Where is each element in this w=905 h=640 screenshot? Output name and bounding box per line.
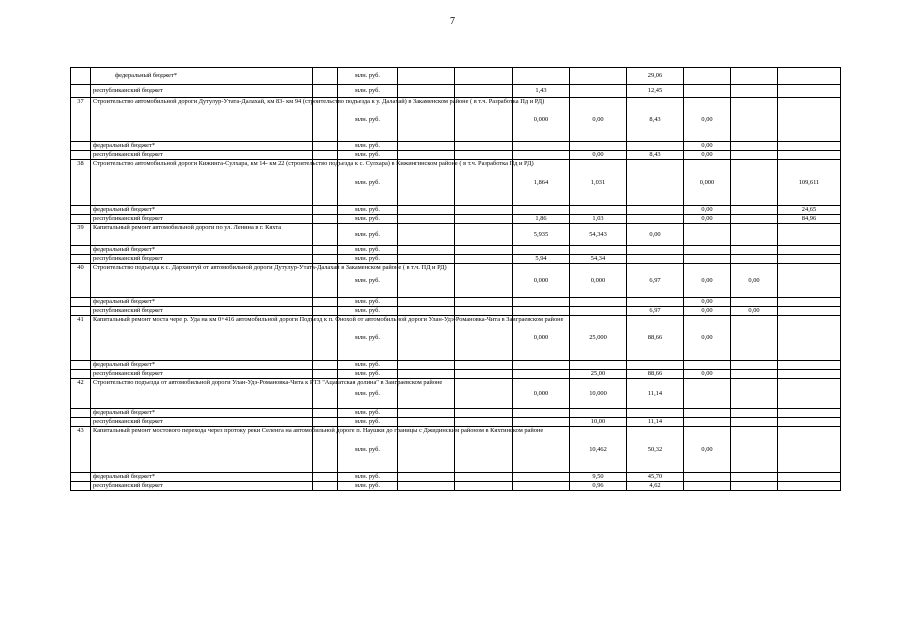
value-cell (398, 418, 455, 427)
row-name: Строительство подъезда к с. Дархинтуй от автомобильной дороги Дутулур-Утата-Далахай в Закаменском районе ( в т.ч. ПД и РД) (91, 264, 313, 298)
unit-cell: млн. руб. (338, 307, 398, 316)
row-number (71, 409, 91, 418)
value-cell (778, 224, 841, 246)
row-name: федеральный бюджет* (91, 68, 313, 85)
table-row (71, 255, 841, 264)
value-cell: 24,65 (778, 206, 841, 215)
table-row (71, 482, 841, 491)
value-cell (731, 255, 778, 264)
value-cell (778, 151, 841, 160)
value-cell: 54,34 (570, 255, 627, 264)
value-cell (731, 361, 778, 370)
row-number: 37 (71, 98, 91, 142)
value-cell: 0,00 (684, 142, 731, 151)
value-cell (455, 206, 513, 215)
row-name: республиканский бюджет (91, 370, 313, 379)
value-cell: 12,45 (627, 85, 684, 98)
value-cell (513, 151, 570, 160)
row-number (71, 473, 91, 482)
value-cell (398, 246, 455, 255)
unit-cell: млн. руб. (338, 246, 398, 255)
value-cell (398, 361, 455, 370)
row-name: Строительство автомобильной дороги Дутулур-Утата-Далахай, км 83- км 94 (строительство подъезда к у. Далахай) в Закаменском районе ( в т.ч. Разработка Пд и РД) (91, 98, 313, 142)
value-cell (398, 224, 455, 246)
value-cell (778, 298, 841, 307)
value-cell (778, 85, 841, 98)
value-cell: 0,00 (731, 264, 778, 298)
row-name: федеральный бюджет* (91, 246, 313, 255)
value-cell (731, 160, 778, 206)
value-cell (731, 370, 778, 379)
value-cell (570, 298, 627, 307)
value-cell (513, 142, 570, 151)
table-row (71, 370, 841, 379)
table-row (71, 264, 841, 298)
value-cell (627, 255, 684, 264)
table-row (71, 316, 841, 361)
unit-cell: млн. руб. (338, 482, 398, 491)
unit-cell: млн. руб. (338, 98, 398, 142)
value-cell: 9,50 (570, 473, 627, 482)
value-cell (455, 418, 513, 427)
value-cell (513, 418, 570, 427)
value-cell: 0,00 (684, 264, 731, 298)
value-cell (398, 215, 455, 224)
unit-cell: млн. руб. (338, 255, 398, 264)
value-cell: 0,00 (684, 370, 731, 379)
blank-cell (313, 215, 338, 224)
value-cell (684, 224, 731, 246)
value-cell (731, 409, 778, 418)
value-cell (570, 246, 627, 255)
value-cell: 1,031 (570, 160, 627, 206)
value-cell: 0,000 (513, 98, 570, 142)
value-cell: 8,43 (627, 98, 684, 142)
value-cell (684, 379, 731, 409)
value-cell: 0,00 (684, 98, 731, 142)
value-cell (731, 224, 778, 246)
unit-cell: млн. руб. (338, 418, 398, 427)
value-cell (731, 298, 778, 307)
value-cell (778, 264, 841, 298)
unit-cell: млн. руб. (338, 85, 398, 98)
value-cell (731, 85, 778, 98)
value-cell (513, 473, 570, 482)
value-cell: 0,00 (570, 151, 627, 160)
value-cell (684, 473, 731, 482)
table-row (71, 215, 841, 224)
blank-cell (313, 482, 338, 491)
value-cell (455, 246, 513, 255)
value-cell (778, 473, 841, 482)
value-cell: 0,00 (570, 98, 627, 142)
blank-cell (313, 142, 338, 151)
blank-cell (313, 473, 338, 482)
value-cell: 8,43 (627, 151, 684, 160)
value-cell (513, 246, 570, 255)
value-cell: 0,000 (513, 264, 570, 298)
value-cell (570, 85, 627, 98)
value-cell (513, 361, 570, 370)
table-row (71, 246, 841, 255)
table-row (71, 85, 841, 98)
value-cell (684, 85, 731, 98)
value-cell: 50,32 (627, 427, 684, 473)
row-name: Капитальный ремонт мостового перехода через протоку реки Селенга на автомобильной дороге п. Наушки до границы с Джидинским районом в Кяхтинском районе (91, 427, 313, 473)
value-cell (513, 307, 570, 316)
row-name: республиканский бюджет (91, 307, 313, 316)
table-row (71, 160, 841, 206)
value-cell (778, 427, 841, 473)
table-row (71, 151, 841, 160)
value-cell (570, 142, 627, 151)
value-cell (570, 68, 627, 85)
value-cell (398, 370, 455, 379)
value-cell (627, 246, 684, 255)
table-row (71, 409, 841, 418)
value-cell (778, 307, 841, 316)
row-name: федеральный бюджет* (91, 298, 313, 307)
table-row (71, 224, 841, 246)
value-cell (513, 370, 570, 379)
value-cell: 10,000 (570, 379, 627, 409)
blank-cell (313, 409, 338, 418)
value-cell (455, 298, 513, 307)
value-cell (731, 418, 778, 427)
blank-cell (313, 255, 338, 264)
row-name: Строительство автомобильной дороги Кижинга-Сулхара, км 14- км 22 (строительство подъезда к с. Сулхара) в Кижингинском районе ( в т.ч. Разработка Пд и РД) (91, 160, 313, 206)
blank-cell (313, 361, 338, 370)
row-number (71, 307, 91, 316)
row-number (71, 482, 91, 491)
blank-cell (313, 246, 338, 255)
value-cell (513, 482, 570, 491)
row-name: республиканский бюджет (91, 151, 313, 160)
row-name: федеральный бюджет* (91, 361, 313, 370)
value-cell (778, 418, 841, 427)
value-cell (398, 151, 455, 160)
value-cell (778, 255, 841, 264)
value-cell (455, 215, 513, 224)
row-name: Строительство подъезда от автомобильной дороги Улан-Удэ-Романовка-Чита к РТЗ "Ацагатская долина" в Заиграевском районе (91, 379, 313, 409)
row-name: федеральный бюджет* (91, 206, 313, 215)
value-cell: 0,000 (513, 316, 570, 361)
row-number (71, 255, 91, 264)
value-cell (455, 85, 513, 98)
value-cell (398, 409, 455, 418)
row-name: республиканский бюджет (91, 418, 313, 427)
value-cell (731, 427, 778, 473)
value-cell (455, 473, 513, 482)
budget-table (70, 67, 841, 491)
value-cell: 0,00 (627, 224, 684, 246)
value-cell (778, 361, 841, 370)
value-cell (684, 482, 731, 491)
table-row (71, 473, 841, 482)
value-cell: 11,14 (627, 418, 684, 427)
value-cell: 45,70 (627, 473, 684, 482)
value-cell: 10,00 (570, 418, 627, 427)
row-name: республиканский бюджет (91, 215, 313, 224)
row-name: федеральный бюджет* (91, 473, 313, 482)
value-cell (684, 361, 731, 370)
unit-cell: млн. руб. (338, 142, 398, 151)
row-name: федеральный бюджет* (91, 142, 313, 151)
value-cell (513, 409, 570, 418)
value-cell (627, 142, 684, 151)
value-cell (778, 246, 841, 255)
value-cell: 0,00 (684, 298, 731, 307)
value-cell (455, 264, 513, 298)
row-number: 43 (71, 427, 91, 473)
value-cell: 6,97 (627, 264, 684, 298)
row-name: федеральный бюджет* (91, 409, 313, 418)
value-cell (684, 418, 731, 427)
row-number: 39 (71, 224, 91, 246)
unit-cell: млн. руб. (338, 264, 398, 298)
row-name: республиканский бюджет (91, 482, 313, 491)
blank-cell (313, 418, 338, 427)
row-number (71, 370, 91, 379)
value-cell: 25,000 (570, 316, 627, 361)
value-cell: 5,94 (513, 255, 570, 264)
value-cell: 109,611 (778, 160, 841, 206)
row-number (71, 418, 91, 427)
value-cell (684, 68, 731, 85)
value-cell (570, 409, 627, 418)
value-cell (627, 298, 684, 307)
value-cell: 1,864 (513, 160, 570, 206)
value-cell: 0,96 (570, 482, 627, 491)
value-cell (778, 409, 841, 418)
value-cell (627, 361, 684, 370)
unit-cell: млн. руб. (338, 361, 398, 370)
value-cell: 0,00 (684, 206, 731, 215)
blank-cell (313, 151, 338, 160)
value-cell (398, 298, 455, 307)
value-cell: 25,00 (570, 370, 627, 379)
value-cell (398, 482, 455, 491)
value-cell (398, 473, 455, 482)
value-cell: 10,462 (570, 427, 627, 473)
unit-cell: млн. руб. (338, 409, 398, 418)
table-row (71, 379, 841, 409)
table-row (71, 418, 841, 427)
row-name: Капитальный ремонт автомобильной дороги по ул. Ленина в г. Кяхта (91, 224, 313, 246)
value-cell: 6,97 (627, 307, 684, 316)
value-cell (731, 473, 778, 482)
value-cell (455, 151, 513, 160)
value-cell: 0,000 (684, 160, 731, 206)
value-cell: 0,00 (684, 151, 731, 160)
table-row (71, 142, 841, 151)
blank-cell (313, 224, 338, 246)
value-cell (398, 307, 455, 316)
value-cell (455, 482, 513, 491)
value-cell: 1,43 (513, 85, 570, 98)
value-cell (513, 206, 570, 215)
value-cell (731, 215, 778, 224)
row-name: республиканский бюджет (91, 85, 313, 98)
row-number: 42 (71, 379, 91, 409)
row-number: 41 (71, 316, 91, 361)
row-number (71, 298, 91, 307)
value-cell (731, 246, 778, 255)
table-row (71, 307, 841, 316)
value-cell (455, 224, 513, 246)
value-cell (731, 379, 778, 409)
blank-cell (313, 298, 338, 307)
table-row (71, 427, 841, 473)
unit-cell: млн. руб. (338, 160, 398, 206)
blank-cell (313, 68, 338, 85)
unit-cell: млн. руб. (338, 151, 398, 160)
table-row (71, 298, 841, 307)
value-cell (778, 379, 841, 409)
value-cell: 0,00 (731, 307, 778, 316)
value-cell (455, 307, 513, 316)
blank-cell (313, 307, 338, 316)
table-row (71, 206, 841, 215)
row-number (71, 206, 91, 215)
value-cell (778, 142, 841, 151)
row-number (71, 68, 91, 85)
value-cell: 84,96 (778, 215, 841, 224)
value-cell (731, 151, 778, 160)
value-cell (731, 68, 778, 85)
row-name: Капитальный ремонт моста чере р. Уда на км 0+416 автомобильной дороги Подъезд к п. Онохой от автомобильной дороги Улан-Удэ-Романовка-Чита в Заиграевском районе (91, 316, 313, 361)
value-cell (627, 206, 684, 215)
value-cell (627, 409, 684, 418)
table-row (71, 68, 841, 85)
value-cell (455, 379, 513, 409)
unit-cell: млн. руб. (338, 316, 398, 361)
value-cell (778, 316, 841, 361)
value-cell (684, 409, 731, 418)
value-cell: 11,14 (627, 379, 684, 409)
value-cell (455, 370, 513, 379)
row-number: 38 (71, 160, 91, 206)
row-number: 40 (71, 264, 91, 298)
value-cell: 0,000 (570, 264, 627, 298)
value-cell: 1,03 (570, 215, 627, 224)
value-cell (570, 307, 627, 316)
value-cell (731, 142, 778, 151)
value-cell (398, 85, 455, 98)
blank-cell (313, 370, 338, 379)
value-cell (731, 316, 778, 361)
unit-cell: млн. руб. (338, 379, 398, 409)
value-cell (455, 255, 513, 264)
value-cell: 0,00 (684, 427, 731, 473)
value-cell (455, 409, 513, 418)
row-number (71, 215, 91, 224)
value-cell (398, 206, 455, 215)
unit-cell: млн. руб. (338, 224, 398, 246)
value-cell: 54,343 (570, 224, 627, 246)
value-cell (455, 142, 513, 151)
value-cell: 0,00 (684, 316, 731, 361)
value-cell (398, 142, 455, 151)
value-cell (513, 68, 570, 85)
unit-cell: млн. руб. (338, 206, 398, 215)
value-cell (731, 206, 778, 215)
row-name: республиканский бюджет (91, 255, 313, 264)
unit-cell: млн. руб. (338, 68, 398, 85)
value-cell (570, 361, 627, 370)
value-cell: 0,00 (684, 307, 731, 316)
blank-cell (313, 85, 338, 98)
value-cell: 88,66 (627, 316, 684, 361)
unit-cell: млн. руб. (338, 427, 398, 473)
table-row (71, 361, 841, 370)
row-number (71, 246, 91, 255)
value-cell (570, 206, 627, 215)
value-cell: 29,06 (627, 68, 684, 85)
unit-cell: млн. руб. (338, 215, 398, 224)
value-cell (627, 215, 684, 224)
unit-cell: млн. руб. (338, 298, 398, 307)
value-cell: 88,66 (627, 370, 684, 379)
value-cell: 5,935 (513, 224, 570, 246)
page-number: 7 (450, 16, 455, 27)
value-cell (731, 482, 778, 491)
blank-cell (313, 206, 338, 215)
value-cell (455, 68, 513, 85)
value-cell (778, 68, 841, 85)
value-cell (398, 255, 455, 264)
value-cell: 1,86 (513, 215, 570, 224)
value-cell (513, 298, 570, 307)
value-cell (684, 255, 731, 264)
value-cell (684, 246, 731, 255)
unit-cell: млн. руб. (338, 473, 398, 482)
value-cell (398, 68, 455, 85)
value-cell: 0,000 (513, 379, 570, 409)
row-number (71, 85, 91, 98)
row-number (71, 151, 91, 160)
unit-cell: млн. руб. (338, 370, 398, 379)
value-cell (455, 361, 513, 370)
value-cell: 4,62 (627, 482, 684, 491)
value-cell (778, 482, 841, 491)
value-cell (778, 98, 841, 142)
value-cell (778, 370, 841, 379)
value-cell (731, 98, 778, 142)
table-row (71, 98, 841, 142)
row-number (71, 361, 91, 370)
value-cell (627, 160, 684, 206)
value-cell: 0,00 (684, 215, 731, 224)
row-number (71, 142, 91, 151)
